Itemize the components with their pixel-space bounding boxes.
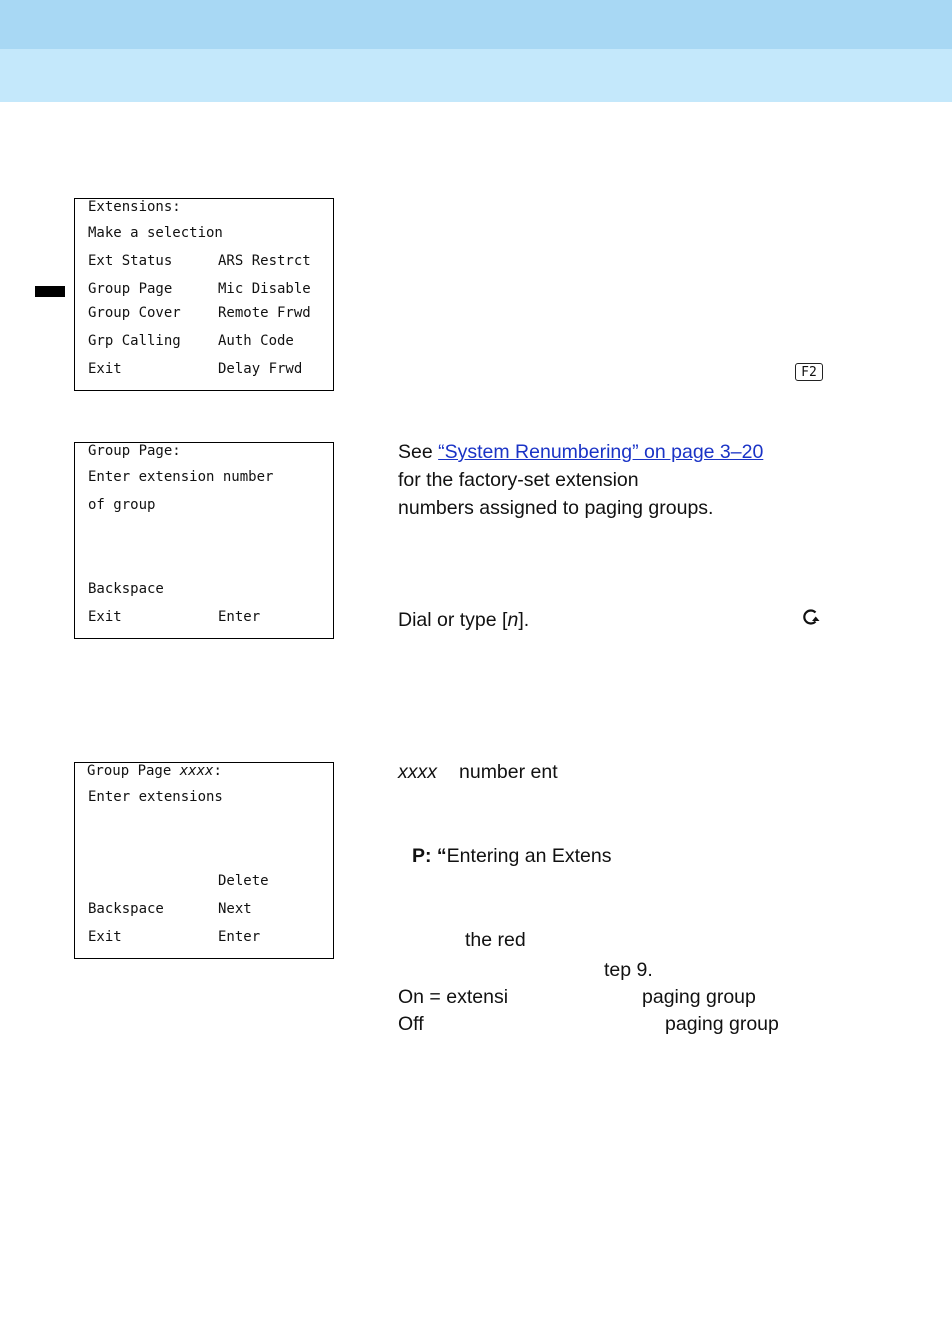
backspace-option[interactable]: Backspace [88,581,164,597]
enter-arrow-icon [801,607,821,627]
xxxx-variable: xxxx [398,761,437,783]
tip-text: Entering an Extens [446,845,612,867]
display-screen-extensions [74,198,334,391]
tip-label: P: “ [412,845,447,867]
off-paging-group: paging group [665,1013,779,1035]
option-delay-frwd[interactable]: Delay Frwd [218,361,303,377]
xxxx-text: number ent [459,761,558,783]
f2-key[interactable]: F2 [795,363,823,381]
header-band-bottom [0,49,952,102]
enter-option[interactable]: Enter [218,609,261,625]
system-renumbering-link[interactable]: “System Renumbering” on page 3–20 [438,441,764,463]
xxxx-explanation [398,761,558,784]
title-prefix: Group Page [87,763,180,779]
enter-option[interactable]: Enter [218,929,261,945]
dial-text-end: ]. [518,609,530,631]
option-exit[interactable]: Exit [88,361,122,377]
prompt-line: Enter extension number [88,469,274,485]
dial-instruction [398,609,529,632]
on-label: On = extensi [398,986,509,1008]
prompt-line: of group [88,497,156,513]
exit-option[interactable]: Exit [88,609,122,625]
option-group-page[interactable]: Group Page [88,281,173,297]
title-variable: xxxx [179,763,214,779]
option-grp-calling[interactable]: Grp Calling [88,333,181,349]
screen-title [87,763,222,779]
instruction-fragment: tep 9. [604,959,653,981]
prompt-line: Enter extensions [88,789,223,805]
on-paging-group: paging group [642,986,756,1008]
screen-title: Extensions: [88,199,181,215]
instruction-line: numbers assigned to paging groups. [398,497,714,519]
backspace-option[interactable]: Backspace [88,901,164,917]
screen-title: Group Page: [88,443,181,459]
instruction-fragment: the red [465,929,526,951]
instruction-line: for the factory-set extension [398,469,639,491]
display-screen-group-page [74,442,334,639]
margin-marker [35,286,65,297]
title-suffix: : [213,763,222,779]
tip-line [412,845,611,868]
option-mic-disable[interactable]: Mic Disable [218,281,311,297]
option-remote-frwd[interactable]: Remote Frwd [218,305,311,321]
option-auth-code[interactable]: Auth Code [218,333,294,349]
option-ars-restrct[interactable]: ARS Restrct [218,253,311,269]
dial-text: Dial or type [ [398,609,508,631]
delete-option[interactable]: Delete [218,873,269,889]
screen-subtitle: Make a selection [88,225,223,241]
off-label: Off [398,1013,424,1035]
header-band-top [0,0,952,49]
option-ext-status[interactable]: Ext Status [88,253,173,269]
see-reference [398,441,763,464]
dial-variable: n [507,609,519,631]
option-group-cover[interactable]: Group Cover [88,305,181,321]
next-option[interactable]: Next [218,901,252,917]
see-label: See [398,441,439,463]
display-screen-group-page-extensions [74,762,334,959]
exit-option[interactable]: Exit [88,929,122,945]
